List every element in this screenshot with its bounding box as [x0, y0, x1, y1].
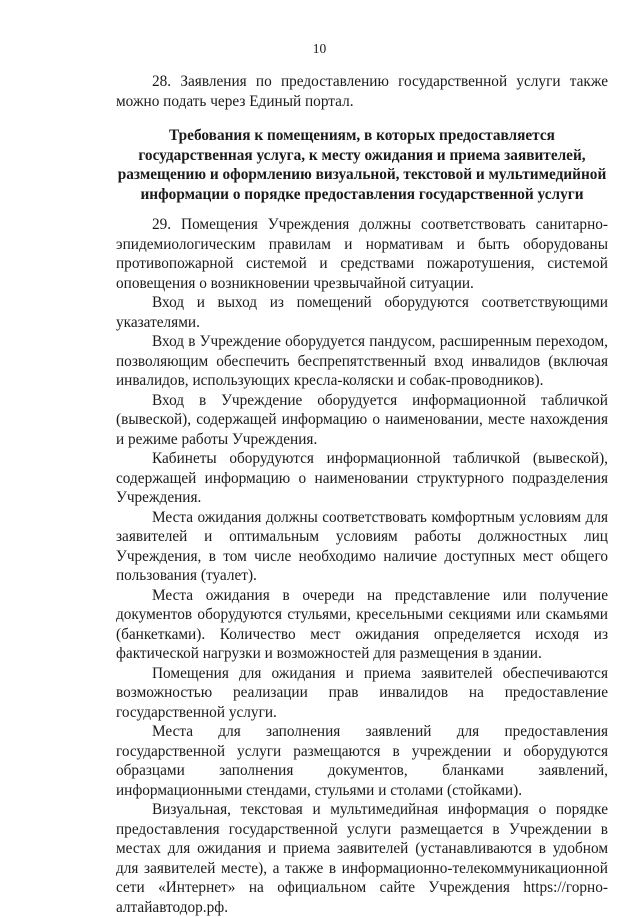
paragraph-entrance-signs: Вход и выход из помещений оборудуются соответствующими указателями.	[116, 294, 608, 331]
page-number: 10	[312, 41, 327, 56]
paragraph-application-forms: Места для заполнения заявлений для предоставления государственной услуги размещаются в учреждении и оборудуются образцами заполнения документов, бланками заявлений, информационными стендами, стульями и столами (стойками).	[116, 723, 608, 799]
paragraph-entrance-sign-board: Вход в Учреждение оборудуется информационной табличкой (вывеской), содержащей информацию о наименовании, месте нахождения и режиме работы Учреждения.	[116, 391, 608, 448]
paragraph-accessibility: Помещения для ожидания и приема заявителей обеспечиваются возможностью реализации прав инвалидов на предоставление государственной услуги.	[116, 664, 608, 721]
paragraph-29: 29. Помещения Учреждения должны соответствовать санитарно-эпидемиологическим правилам и нормативам и быть оборудованы противопожарной системой и средствами пожаротушения, системой оповещения о возникновении чрезвычайной ситуации.	[116, 216, 608, 292]
paragraph-group-top	[116, 72, 608, 111]
paragraph-28: 28. Заявления по предоставлению государственной услуги также можно подать через Единый портал.	[116, 73, 608, 110]
paragraph-office-sign: Кабинеты оборудуются информационной табличкой (вывеской), содержащей информацию о наименовании структурного подразделения Учреждения.	[116, 450, 608, 506]
section-heading: Требования к помещениям, в которых предоставляется государственная услуга, к месту ожидания и приема заявителей, размещению и оформлению визуальной, текстовой и мультимедийной информации о порядке предоставления государственной услуги	[117, 127, 607, 203]
paragraph-information: Визуальная, текстовая и мультимедийная информация о порядке предоставления государственной услуги размещается в Учреждении в местах для ожидания и приема заявителей (устанавливаются в удобном для заявителей месте), а также в информационно-телекоммуникационной сети «Интернет» на официальном сайте Учреждения https://горно-алтайавтодор.рф.	[116, 801, 608, 916]
paragraph-entrance-ramp: Вход в Учреждение оборудуется пандусом, расширенным переходом, позволяющим обеспечить беспрепятственный вход инвалидов (включая инвалидов, использующих кресла-коляски и собак-проводников).	[116, 333, 608, 389]
paragraph-waiting-areas: Места ожидания должны соответствовать комфортным условиям для заявителей и оптимальным условиям работы должностных лиц Учреждения, в том числе необходимо наличие доступных мест общего пользования (туалет).	[116, 508, 608, 584]
paragraph-queue-seating: Места ожидания в очереди на представление или получение документов оборудуются стульями, кресельными секциями или скамьями (банкетками). Количество мест ожидания определяется исходя из фактической нагрузки и возможностей для размещения в здании.	[116, 586, 608, 662]
paragraph-group-main	[116, 215, 608, 917]
